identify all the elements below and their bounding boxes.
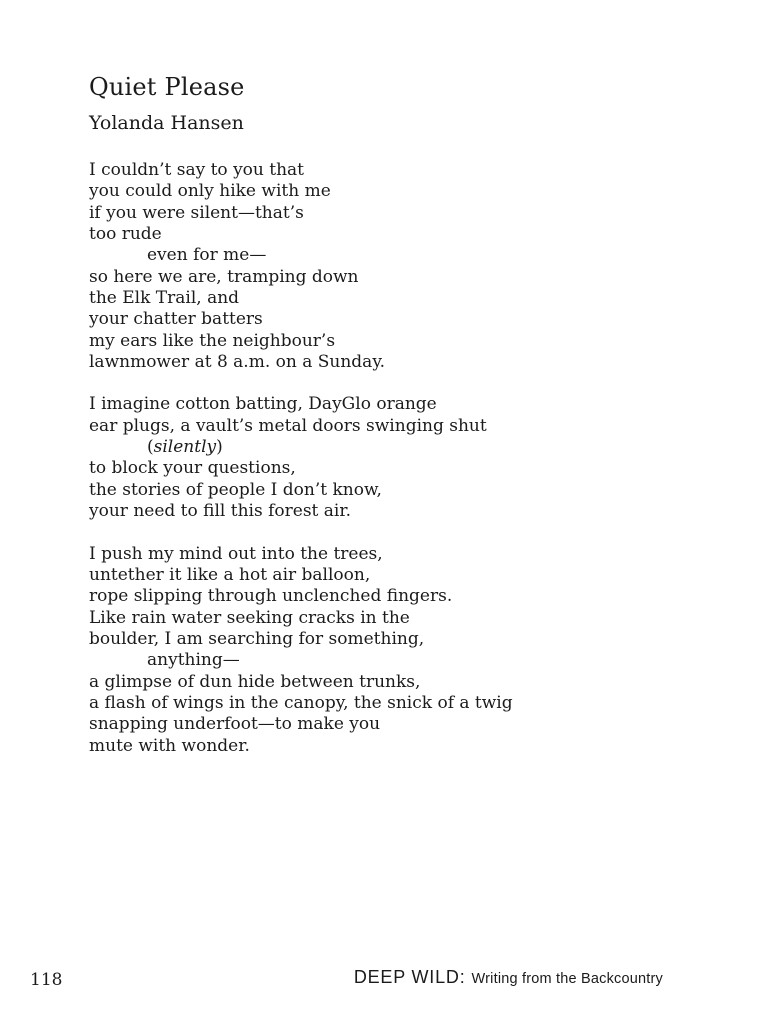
page-content	[89, 72, 718, 778]
poem-line: rope slipping through unclenched fingers.	[89, 586, 453, 607]
poem-line: I push my mind out into the trees,	[89, 543, 383, 564]
poem-line: untether it like a hot air balloon,	[89, 564, 371, 585]
poem-line: ear plugs, a vault’s metal doors swinging shut	[89, 415, 487, 436]
footer-page-number: 118	[30, 970, 63, 990]
poem-line: a glimpse of dun hide between trunks,	[89, 671, 421, 692]
poem-line: snapping underfoot—to make you	[89, 714, 381, 735]
poem-line: boulder, I am searching for something,	[89, 628, 425, 649]
poem-title: Quiet Please	[89, 73, 245, 101]
footer-journal-line	[354, 967, 663, 988]
poem-line: lawnmower at 8 a.m. on a Sunday.	[89, 352, 386, 373]
poem-line-segment: )	[216, 437, 223, 458]
poem-line-segment: (	[147, 437, 154, 458]
author-name: Yolanda Hansen	[89, 112, 244, 134]
poem-line-italic-segment: silently	[153, 437, 217, 458]
poem-line: the Elk Trail, and	[89, 288, 240, 309]
poem-line: anything—	[147, 650, 240, 671]
poem-line: my ears like the neighbour’s	[89, 330, 336, 351]
poem-line: Like rain water seeking cracks in the	[89, 607, 410, 628]
poem-line: I couldn’t say to you that	[89, 160, 305, 180]
stanza	[89, 394, 718, 522]
stanza	[89, 160, 718, 373]
poem-line: even for me—	[147, 245, 267, 266]
poem-line: I imagine cotton batting, DayGlo orange	[89, 394, 437, 415]
poem-line: the stories of people I don’t know,	[89, 479, 382, 500]
poem-line: mute with wonder.	[89, 735, 250, 756]
journal-subtitle: Writing from the Backcountry	[471, 971, 663, 987]
stanza	[89, 544, 718, 757]
poem	[89, 160, 718, 757]
poem-line: you could only hike with me	[89, 181, 331, 202]
poem-line: your chatter batters	[89, 309, 263, 330]
poem-line: so here we are, tramping down	[89, 266, 359, 287]
journal-title: DEEP WILD:	[353, 967, 466, 987]
poem-line: too rude	[89, 224, 162, 245]
poem-line: to block your questions,	[89, 458, 296, 479]
poem-line: if you were silent—that’s	[89, 202, 304, 223]
poem-line: your need to fill this forest air.	[89, 501, 352, 522]
poem-line	[89, 437, 718, 458]
poem-line: a flash of wings in the canopy, the snick of a twig	[89, 692, 513, 713]
